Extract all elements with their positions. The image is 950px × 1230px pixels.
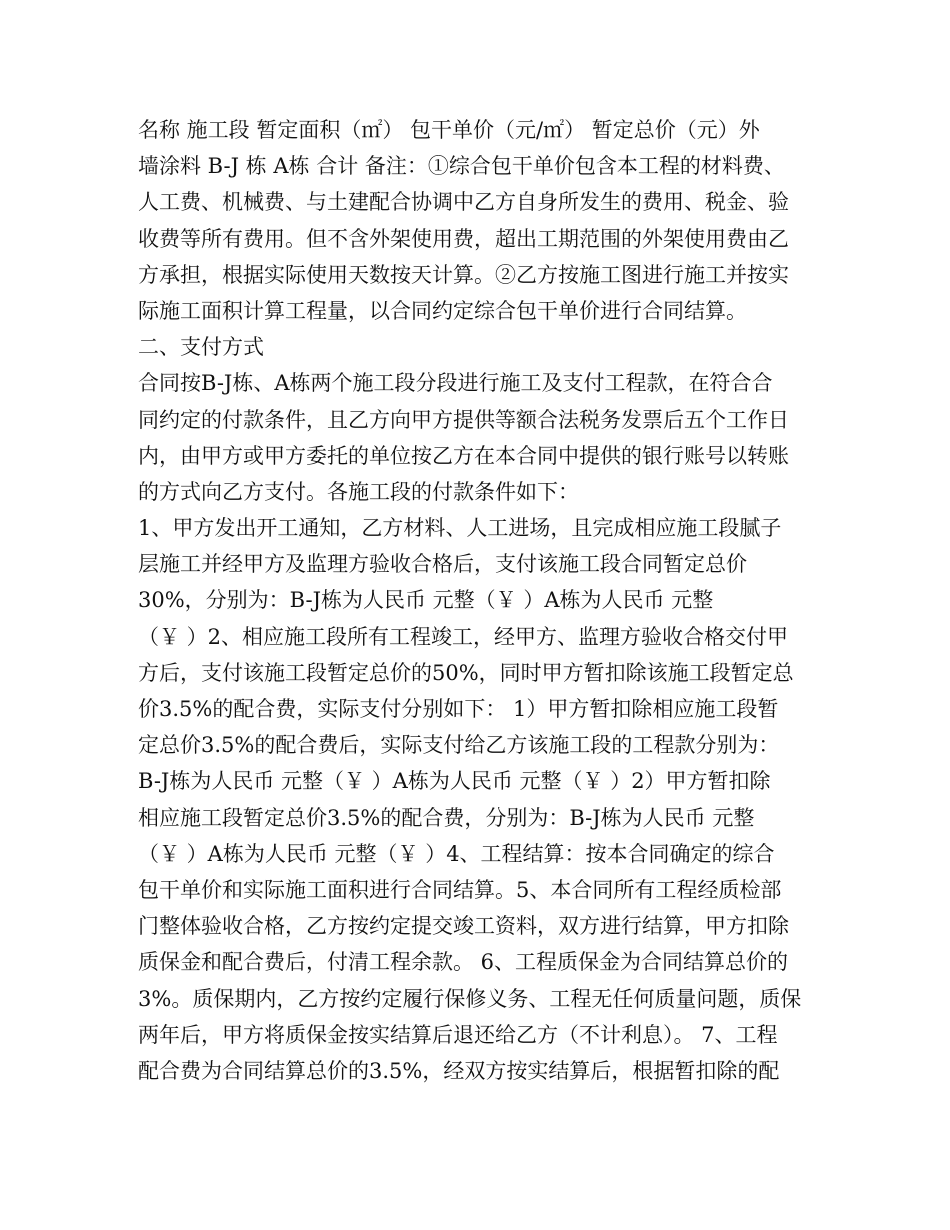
text-line: 同约定的付款条件，且乙方向甲方提供等额合法税务发票后五个工作日 bbox=[138, 407, 789, 432]
text-line: 内，由甲方或甲方委托的单位按乙方在本合同中提供的银行账号以转账 bbox=[138, 443, 789, 468]
text-line: 定总价3.5%的配合费后，实际支付给乙方该施工段的工程款分别为： bbox=[138, 733, 780, 758]
text-line: 门整体验收合格，乙方按约定提交竣工资料，双方进行结算，甲方扣除 bbox=[138, 914, 789, 939]
text-line: 人工费、机械费、与土建配合协调中乙方自身所发生的费用、税金、验 bbox=[138, 190, 789, 215]
text-line: 包干单价和实际施工面积进行合同结算。5、本合同所有工程经质检部 bbox=[138, 877, 782, 902]
document-body bbox=[138, 112, 828, 1089]
text-line: 价3.5%的配合费，实际支付分别如下： 1）甲方暂扣除相应施工段暂 bbox=[138, 697, 779, 721]
text-line: 名称 施工段 暂定面积（㎡） 包干单价（元/㎡） 暂定总价（元）外 bbox=[138, 118, 760, 142]
text-line: 方承担，根据实际使用天数按天计算。②乙方按施工图进行施工并按实 bbox=[138, 262, 789, 287]
text-line: 墙涂料 B-J 栋 A栋 合计 备注：①综合包干单价包含本工程的材料费、 bbox=[138, 154, 785, 179]
section-heading: 二、支付方式 bbox=[138, 335, 264, 360]
text-line: 3%。质保期内，乙方按约定履行保修义务、工程无任何质量问题，质保 bbox=[138, 986, 802, 1011]
text-line: （￥ ）2、相应施工段所有工程竣工，经甲方、监理方验收合格交付甲 bbox=[138, 624, 789, 649]
text-line: 际施工面积计算工程量，以合同约定综合包干单价进行合同结算。 bbox=[138, 298, 747, 323]
text-line: （￥ ）A栋为人民币 元整（￥ ）4、工程结算：按本合同确定的综合 bbox=[138, 841, 775, 866]
text-line: 两年后，甲方将质保金按实结算后退还给乙方（不计利息）。 7、工程 bbox=[138, 1022, 778, 1047]
text-line: 的方式向乙方支付。各施工段的付款条件如下： bbox=[138, 479, 579, 504]
text-line: 1、甲方发出开工通知，乙方材料、人工进场，且完成相应施工段腻子 bbox=[138, 516, 782, 541]
text-line: 方后，支付该施工段暂定总价的50%，同时甲方暂扣除该施工段暂定总 bbox=[138, 660, 794, 685]
text-line: 层施工并经甲方及监理方验收合格后，支付该施工段合同暂定总价 bbox=[138, 552, 747, 577]
text-line: B-J栋为人民币 元整（￥ ）A栋为人民币 元整（￥ ）2）甲方暂扣除 bbox=[138, 769, 771, 794]
text-line: 收费等所有费用。但不含外架使用费，超出工期范围的外架使用费由乙 bbox=[138, 226, 789, 251]
text-line: 质保金和配合费后，付清工程余款。 6、工程质保金为合同结算总价的 bbox=[138, 950, 789, 975]
text-line: 30%，分别为：B-J栋为人民币 元整（￥ ）A栋为人民币 元整 bbox=[138, 588, 714, 613]
text-line: 配合费为合同结算总价的3.5%，经双方按实结算后，根据暂扣除的配 bbox=[138, 1058, 780, 1083]
text-line: 合同按B-J栋、A栋两个施工段分段进行施工及支付工程款，在符合合 bbox=[138, 371, 773, 396]
text-line: 相应施工段暂定总价3.5%的配合费，分别为：B-J栋为人民币 元整 bbox=[138, 805, 755, 830]
